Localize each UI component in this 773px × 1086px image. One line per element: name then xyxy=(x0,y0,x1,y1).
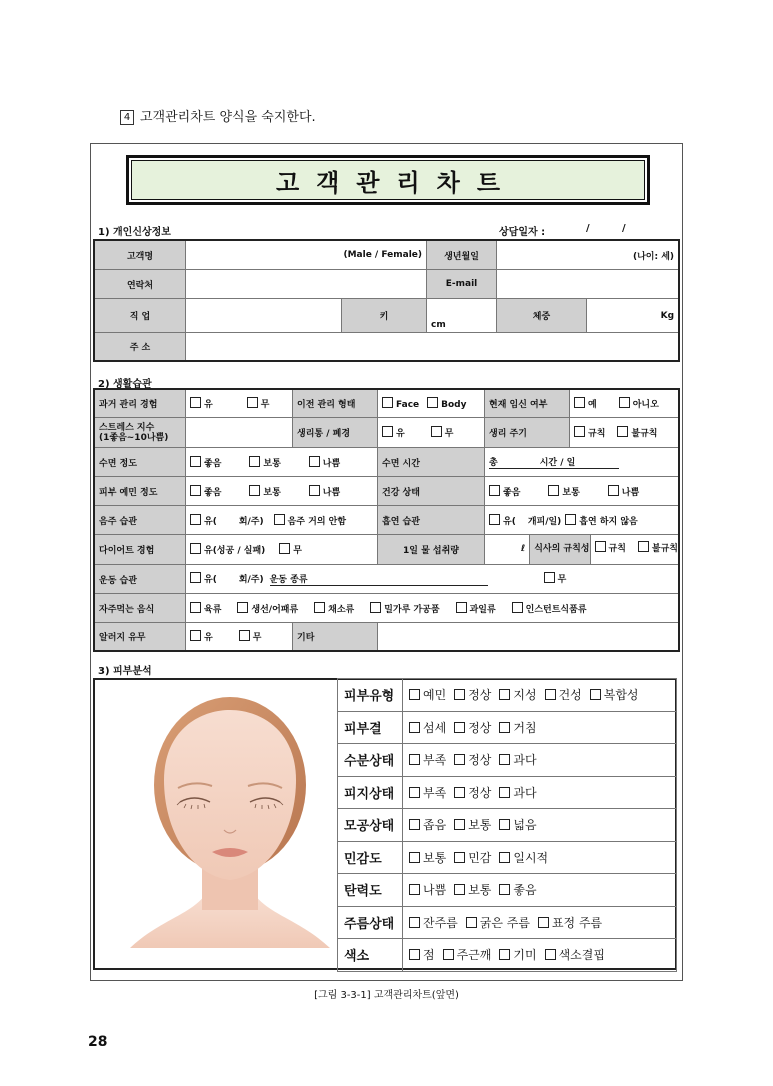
skin-row-options xyxy=(403,939,677,972)
section-habits-heading: 2) 생활습관 xyxy=(98,379,152,390)
birth-label: 생년월일 xyxy=(427,241,497,270)
skin-option-checkbox[interactable] xyxy=(466,917,477,928)
stress-label-text: 스트레스 지수 xyxy=(99,422,155,433)
contact-label: 연락처 xyxy=(95,270,186,299)
food-fish-checkbox[interactable] xyxy=(237,602,248,613)
skin-option-label: 지성 xyxy=(513,688,537,703)
intro-number: 4 xyxy=(120,110,134,125)
face-illustration xyxy=(130,690,330,960)
skin-option-label: 기미 xyxy=(513,948,537,963)
name-label: 고객명 xyxy=(95,241,186,270)
skin-option-checkbox[interactable] xyxy=(499,722,510,733)
chart-title-box xyxy=(126,155,650,205)
smoke-no-checkbox[interactable] xyxy=(565,514,576,525)
health-label: 건강 상태 xyxy=(378,477,485,506)
skin-row-options xyxy=(403,906,677,939)
skin-option-checkbox[interactable] xyxy=(454,852,465,863)
health-good-checkbox[interactable] xyxy=(489,485,500,496)
skin-row-label: 수분상태 xyxy=(338,744,403,777)
section-skin-heading: 3) 피부분석 xyxy=(98,666,152,677)
prev-type-label: 이전 관리 형태 xyxy=(293,390,378,418)
cycle-regular-label: 규칙 xyxy=(588,429,606,439)
consult-date-sep1: / xyxy=(586,223,590,234)
skin-option-checkbox[interactable] xyxy=(499,689,510,700)
body-label: Body xyxy=(441,400,467,410)
skin-option-label: 잔주름 xyxy=(423,915,458,930)
weight-field[interactable] xyxy=(587,299,679,333)
skin-option-label: 정상 xyxy=(468,753,492,768)
sleeptime-prefix: 총 xyxy=(489,458,498,468)
body-checkbox[interactable] xyxy=(427,397,438,408)
skin-option-checkbox[interactable] xyxy=(409,689,420,700)
diet-yes-label: 유(성공 / 실패) xyxy=(204,546,266,556)
skin-row-label: 피지상태 xyxy=(338,776,403,809)
sleeptime-label: 수면 시간 xyxy=(378,448,485,477)
stress-field[interactable] xyxy=(186,418,293,448)
skin-option-checkbox[interactable] xyxy=(538,917,549,928)
menses-yes-label: 유 xyxy=(396,429,405,439)
weight-unit: Kg xyxy=(660,310,675,321)
ex-yes-checkbox[interactable] xyxy=(190,572,201,583)
sens-good-label: 좋음 xyxy=(204,487,222,498)
sens-normal-checkbox[interactable] xyxy=(249,485,260,496)
allergy-options xyxy=(186,623,293,651)
meal-regular-label: 규칙 xyxy=(608,544,626,554)
skin-row xyxy=(338,776,677,809)
sens-normal-label: 보통 xyxy=(263,487,281,498)
skin-option-checkbox[interactable] xyxy=(454,722,465,733)
smoke-label: 흡연 습관 xyxy=(378,506,485,535)
birth-field[interactable] xyxy=(497,241,679,270)
meal-regular-checkbox[interactable] xyxy=(595,541,606,552)
skin-option-checkbox[interactable] xyxy=(499,819,510,830)
skin-row xyxy=(338,711,677,744)
food-veg-label: 채소류 xyxy=(328,604,355,615)
ex-unit: 회/주) xyxy=(238,575,264,585)
height-unit: cm xyxy=(431,320,446,330)
address-field[interactable] xyxy=(186,333,679,361)
cycle-label: 생리 주기 xyxy=(485,418,570,448)
consult-date-sep2: / xyxy=(622,223,626,234)
chart-title: 고객관리차트 xyxy=(131,160,645,200)
diet-no-checkbox[interactable] xyxy=(279,543,290,554)
skin-option-label: 나쁨 xyxy=(423,883,447,898)
past-care-label: 과거 관리 경험 xyxy=(95,390,186,418)
personal-info-table xyxy=(94,240,679,361)
food-instant-label: 인스턴트식품류 xyxy=(525,604,587,615)
skin-option-label: 보통 xyxy=(468,883,492,898)
meal-label: 식사의 규칙성 xyxy=(530,535,590,564)
health-bad-checkbox[interactable] xyxy=(608,485,619,496)
ex-yes-label: 유( xyxy=(204,575,217,585)
skin-option-label: 좁음 xyxy=(423,818,447,833)
skin-option-label: 건성 xyxy=(558,688,582,703)
sleep-normal-checkbox[interactable] xyxy=(249,456,260,467)
skin-option-checkbox[interactable] xyxy=(409,884,420,895)
skin-row-label: 모공상태 xyxy=(338,809,403,842)
menses-label: 생리통 / 폐경 xyxy=(293,418,378,448)
skin-option-checkbox[interactable] xyxy=(409,787,420,798)
menses-yes-checkbox[interactable] xyxy=(382,426,393,437)
skin-option-checkbox[interactable] xyxy=(590,689,601,700)
preg-yes-label: 예 xyxy=(588,400,597,410)
skin-option-label: 정상 xyxy=(468,720,492,735)
menses-no-label: 무 xyxy=(444,429,454,439)
food-fish-label: 생선/어패류 xyxy=(251,604,299,615)
sensitive-options xyxy=(186,477,378,506)
skin-option-label: 주근깨 xyxy=(456,948,492,963)
contact-field[interactable] xyxy=(186,270,427,299)
food-fruit-label: 과일류 xyxy=(469,604,496,615)
skin-row-label: 주름상태 xyxy=(338,906,403,939)
health-normal-label: 보통 xyxy=(562,487,580,498)
skin-option-checkbox[interactable] xyxy=(499,884,510,895)
sleep-normal-label: 보통 xyxy=(263,458,281,469)
skin-row-options xyxy=(403,809,677,842)
skin-option-checkbox[interactable] xyxy=(409,949,420,960)
skin-option-checkbox[interactable] xyxy=(454,754,465,765)
skin-option-label: 민감 xyxy=(468,850,492,865)
health-good-label: 좋음 xyxy=(503,487,521,498)
skin-option-checkbox[interactable] xyxy=(454,689,465,700)
skin-row xyxy=(338,679,677,712)
smoke-unit: 개피/일) xyxy=(527,516,562,527)
skin-option-label: 보통 xyxy=(423,850,447,865)
sleeptime-field[interactable] xyxy=(485,448,679,477)
ex-no-label: 무 xyxy=(557,575,567,585)
exercise-label: 운동 습관 xyxy=(95,565,186,594)
health-normal-checkbox[interactable] xyxy=(548,485,559,496)
skin-option-checkbox[interactable] xyxy=(454,884,465,895)
menses-no-checkbox[interactable] xyxy=(431,426,442,437)
skin-row xyxy=(338,744,677,777)
meal-irregular-checkbox[interactable] xyxy=(638,541,649,552)
weight-label: 체중 xyxy=(497,299,587,333)
ex-no-checkbox[interactable] xyxy=(544,572,555,583)
smoke-yes-label: 유( xyxy=(503,516,516,527)
page-number: 28 xyxy=(88,1034,108,1050)
drink-rare-label: 음주 거의 안함 xyxy=(287,516,347,527)
skin-row xyxy=(338,906,677,939)
skin-option-checkbox[interactable] xyxy=(409,722,420,733)
skin-row-options xyxy=(403,874,677,907)
health-options xyxy=(485,477,679,506)
skin-row-label: 피부유형 xyxy=(338,679,403,712)
drink-options xyxy=(186,506,378,535)
skin-option-label: 과다 xyxy=(513,753,537,768)
skin-option-checkbox[interactable] xyxy=(409,852,420,863)
address-label: 주 소 xyxy=(95,333,186,361)
skin-row-label: 피부결 xyxy=(338,711,403,744)
food-fruit-checkbox[interactable] xyxy=(456,602,467,613)
past-care-options xyxy=(186,390,293,418)
intro-text: 고객관리차트 양식을 숙지한다. xyxy=(140,110,316,125)
food-label: 자주먹는 음식 xyxy=(95,594,186,623)
past-yes-checkbox[interactable] xyxy=(190,397,201,408)
email-field[interactable] xyxy=(497,270,679,299)
etc-field[interactable] xyxy=(378,623,679,651)
sens-bad-checkbox[interactable] xyxy=(309,485,320,496)
skin-row-options xyxy=(403,711,677,744)
skin-option-checkbox[interactable] xyxy=(499,852,510,863)
drink-label: 음주 습관 xyxy=(95,506,186,535)
preg-no-label: 아니오 xyxy=(632,400,659,410)
name-field[interactable] xyxy=(186,241,427,270)
water-field[interactable] xyxy=(485,535,530,564)
skin-option-checkbox[interactable] xyxy=(409,819,420,830)
skin-option-checkbox[interactable] xyxy=(499,787,510,798)
stress-sub-text: (1좋음~10나쁨) xyxy=(99,432,169,443)
skin-row xyxy=(338,809,677,842)
sens-good-checkbox[interactable] xyxy=(190,485,201,496)
meal-irregular-label: 불규칙 xyxy=(651,544,678,554)
smoke-no-label: 흡연 하지 않음 xyxy=(579,516,638,527)
skin-option-checkbox[interactable] xyxy=(454,787,465,798)
past-no-label: 무 xyxy=(260,400,270,410)
cycle-regular-checkbox[interactable] xyxy=(574,426,585,437)
skin-option-label: 정상 xyxy=(468,785,492,800)
skin-row xyxy=(338,874,677,907)
exercise-options xyxy=(186,565,679,594)
skin-option-checkbox[interactable] xyxy=(409,754,420,765)
allergy-no-checkbox[interactable] xyxy=(239,630,250,641)
smoke-options xyxy=(485,506,679,535)
job-field[interactable] xyxy=(186,299,342,333)
skin-option-label: 부족 xyxy=(423,785,447,800)
skin-option-label: 복합성 xyxy=(603,688,639,703)
food-instant-checkbox[interactable] xyxy=(512,602,523,613)
skin-row-label: 색소 xyxy=(338,939,403,972)
drink-yes-label: 유( xyxy=(204,516,217,527)
skin-row-options xyxy=(403,744,677,777)
consult-date-label: 상담일자 : xyxy=(499,227,546,238)
skin-option-label: 색소결핍 xyxy=(558,948,605,963)
height-label: 키 xyxy=(342,299,427,333)
allergy-label: 알러지 유무 xyxy=(95,623,186,651)
allergy-yes-checkbox[interactable] xyxy=(190,630,201,641)
gender-text: (Male / Female) xyxy=(343,250,422,260)
food-flour-label: 밀가루 가공품 xyxy=(384,604,440,615)
sens-bad-label: 나쁨 xyxy=(322,487,341,498)
skin-row-label: 민감도 xyxy=(338,841,403,874)
habits-table xyxy=(94,389,679,651)
sleep-bad-checkbox[interactable] xyxy=(309,456,320,467)
diet-no-label: 무 xyxy=(293,546,302,556)
intro-line xyxy=(120,106,316,125)
prev-type-options xyxy=(378,390,485,418)
figure-caption: [그림 3-3-1] 고객관리차트(앞면) xyxy=(314,990,459,1001)
water-meal-cell xyxy=(485,535,679,565)
drink-unit: 회/주) xyxy=(238,516,264,527)
health-bad-label: 나쁨 xyxy=(621,487,640,498)
skin-row-options xyxy=(403,679,677,712)
food-veg-checkbox[interactable] xyxy=(314,602,325,613)
skin-row-options xyxy=(403,841,677,874)
smoke-yes-checkbox[interactable] xyxy=(489,514,500,525)
sleep-bad-label: 나쁨 xyxy=(322,458,341,469)
sleep-options xyxy=(186,448,378,477)
skin-option-label: 표정 주름 xyxy=(551,915,603,930)
skin-row xyxy=(338,841,677,874)
cycle-options xyxy=(570,418,679,448)
skin-option-label: 예민 xyxy=(423,688,447,703)
food-options xyxy=(186,594,679,623)
skin-option-label: 좋음 xyxy=(513,883,537,898)
skin-row-options xyxy=(403,776,677,809)
skin-option-label: 점 xyxy=(423,948,435,963)
cycle-irregular-label: 불규칙 xyxy=(631,429,658,439)
skin-option-checkbox[interactable] xyxy=(443,949,454,960)
skin-analysis-table xyxy=(337,678,677,972)
skin-option-label: 일시적 xyxy=(513,850,549,865)
sleeptime-unit: 시간 / 일 xyxy=(539,458,576,468)
skin-option-label: 정상 xyxy=(468,688,492,703)
skin-option-label: 섬세 xyxy=(423,720,447,735)
preg-yes-checkbox[interactable] xyxy=(574,397,585,408)
stress-label xyxy=(95,418,186,448)
food-meat-label: 육류 xyxy=(204,604,222,615)
skin-option-label: 굵은 주름 xyxy=(479,915,530,930)
drink-rare-checkbox[interactable] xyxy=(274,514,285,525)
height-field[interactable] xyxy=(427,299,497,333)
face-label: Face xyxy=(396,400,420,410)
pregnant-label: 현재 임신 여부 xyxy=(485,390,570,418)
preg-no-checkbox[interactable] xyxy=(619,397,630,408)
allergy-no-label: 무 xyxy=(252,633,262,643)
sleep-label: 수면 정도 xyxy=(95,448,186,477)
skin-row-label: 탄력도 xyxy=(338,874,403,907)
skin-option-label: 보통 xyxy=(468,818,492,833)
food-meat-checkbox[interactable] xyxy=(190,602,201,613)
diet-yes-checkbox[interactable] xyxy=(190,543,201,554)
water-label: 1일 물 섭취량 xyxy=(378,535,485,565)
skin-option-label: 거침 xyxy=(513,720,537,735)
drink-yes-checkbox[interactable] xyxy=(190,514,201,525)
skin-row xyxy=(338,939,677,972)
email-label: E-mail xyxy=(427,270,497,299)
allergy-yes-label: 유 xyxy=(204,633,213,643)
skin-option-checkbox[interactable] xyxy=(454,819,465,830)
pregnant-options xyxy=(570,390,679,418)
sleep-good-checkbox[interactable] xyxy=(190,456,201,467)
skin-option-checkbox[interactable] xyxy=(499,754,510,765)
skin-option-checkbox[interactable] xyxy=(545,689,556,700)
skin-option-label: 부족 xyxy=(423,753,447,768)
menses-options xyxy=(378,418,485,448)
section-personal-heading: 1) 개인신상정보 xyxy=(98,227,171,238)
skin-option-label: 과다 xyxy=(513,785,537,800)
past-no-checkbox[interactable] xyxy=(247,397,258,408)
age-text: (나이: 세) xyxy=(632,251,675,262)
water-unit: ℓ xyxy=(520,544,526,554)
skin-option-label: 넓음 xyxy=(513,818,537,833)
diet-label: 다이어트 경험 xyxy=(95,535,186,565)
etc-label: 기타 xyxy=(293,623,378,651)
diet-options xyxy=(186,535,378,565)
face-checkbox[interactable] xyxy=(382,397,393,408)
job-label: 직 업 xyxy=(95,299,186,333)
skin-option-checkbox[interactable] xyxy=(409,917,420,928)
food-flour-checkbox[interactable] xyxy=(370,602,381,613)
meal-options xyxy=(591,535,678,564)
skin-option-checkbox[interactable] xyxy=(545,949,556,960)
sleep-good-label: 좋음 xyxy=(204,458,222,469)
ex-type-label: 운동 종류 xyxy=(269,575,308,585)
skin-option-checkbox[interactable] xyxy=(499,949,510,960)
past-yes-label: 유 xyxy=(204,400,213,410)
cycle-irregular-checkbox[interactable] xyxy=(617,426,628,437)
sensitive-label: 피부 예민 정도 xyxy=(95,477,186,506)
